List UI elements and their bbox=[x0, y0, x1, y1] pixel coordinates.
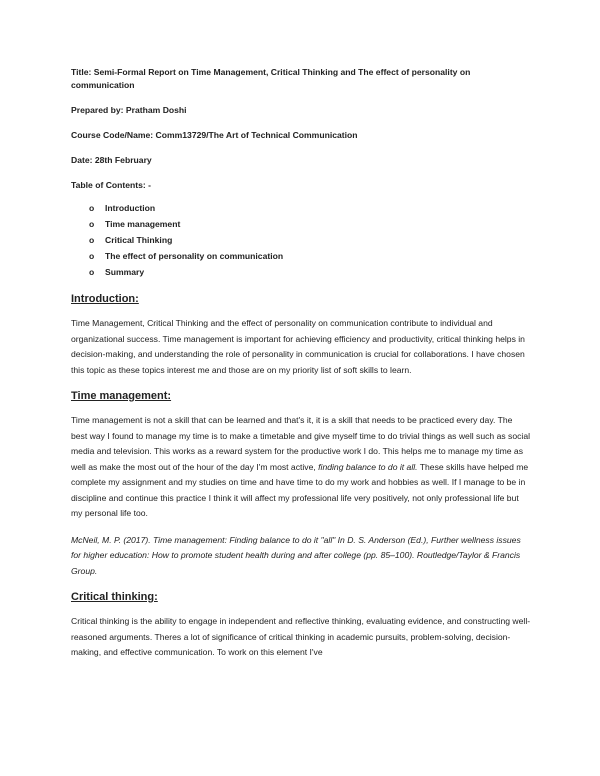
toc-item: o Summary bbox=[71, 264, 531, 280]
bullet-icon: o bbox=[89, 235, 95, 245]
document-page bbox=[71, 66, 531, 672]
toc-item: o The effect of personality on communication bbox=[71, 248, 531, 264]
time-management-paragraph: Time management is not a skill that can be learned and that's it, it is a skill that needs to be practiced every day. The best way I found to manage my time is to make a timetable and give myself time to do trivial things as well such as social media and television. This works as a reward system for the productive work I do. This helps me to manage my time as well as make the most out of the hour of the day I'm most active, finding balance to do it all. These skills have helped me complete my assignment and my studies on time and have time to do my work and hobbies as well. If I manage to be in discipline and continue this practice I think it will affect my professional life very positively, not only professional life but my personal life too. bbox=[71, 415, 531, 518]
introduction-paragraph: Time Management, Critical Thinking and the effect of personality on communication contribute to individual and organizational success. Time management is important for achieving efficiency and productivity, critical thinking helps in decision-making, and understanding the role of personality in communication is crucial for collaborations. I have chosen this topic as these topics interest me and those are on my priority list of soft skills to learn. bbox=[71, 318, 525, 375]
course-info: Course Code/Name: Comm13729/The Art of Technical Communication bbox=[71, 130, 358, 140]
section-heading-introduction: Introduction: bbox=[71, 293, 139, 305]
bullet-icon: o bbox=[89, 203, 95, 213]
bullet-icon: o bbox=[89, 267, 95, 277]
report-title: Title: Semi-Formal Report on Time Management, Critical Thinking and The effect of personality on communication bbox=[71, 67, 471, 90]
section-heading-critical-thinking: Critical thinking: bbox=[71, 591, 158, 603]
time-management-reference: McNeil, M. P. (2017). Time management: Finding balance to do it "all" In D. S. Anderson (Ed.), Further wellness issues for higher education: How to promote student health during and after college (pp. 85–100). Routledge/Taylor & Francis Group. bbox=[71, 534, 521, 576]
toc-heading: Table of Contents: - bbox=[71, 180, 152, 190]
bullet-icon: o bbox=[89, 251, 95, 261]
report-date: Date: 28th February bbox=[71, 155, 152, 165]
table-of-contents bbox=[71, 200, 531, 280]
section-heading-time-management: Time management: bbox=[71, 390, 172, 402]
prepared-by: Prepared by: Pratham Doshi bbox=[71, 105, 187, 115]
toc-item: o Critical Thinking bbox=[71, 232, 531, 248]
toc-item: o Introduction bbox=[71, 200, 531, 216]
critical-thinking-paragraph: Critical thinking is the ability to engage in independent and reflective thinking, evaluating evidence, and constructing well-reasoned arguments. Theres a lot of significance of critical thinking in academic pursuits, problem-solving, decision-making, and effective communication. To work on this element I've bbox=[71, 616, 531, 657]
bullet-icon: o bbox=[89, 219, 95, 229]
toc-item: o Time management bbox=[71, 216, 531, 232]
